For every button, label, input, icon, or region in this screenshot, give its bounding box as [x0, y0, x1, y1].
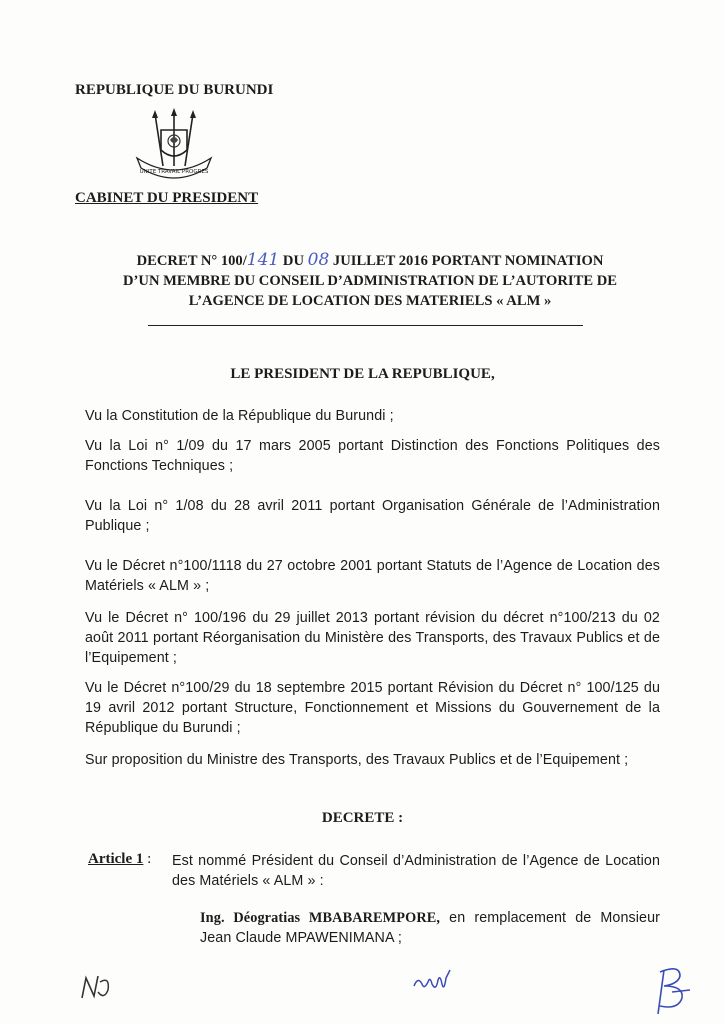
- president-heading: LE PRESIDENT DE LA REPUBLIQUE,: [230, 366, 495, 382]
- article-1-appointee: [200, 908, 660, 948]
- cabinet-heading: CABINET DU PRESIDENT: [75, 190, 259, 206]
- article-1-text: Est nommé Président du Conseil d’Administration de l’Agence de Location des Matériels « ALM » :: [172, 853, 660, 889]
- consideration-3: Vu la Loi n° 1/08 du 28 avril 2011 portant Organisation Générale de l’Administration Publique ;: [85, 498, 660, 534]
- decree-day-handwritten: 08: [307, 250, 330, 270]
- decree-title-line-1: [70, 250, 670, 271]
- appointee-name: Ing. Déogratias MBABAREMPORE,: [200, 910, 441, 926]
- consideration-1: Vu la Constitution de la République du Burundi ;: [85, 408, 394, 424]
- consideration-7: Sur proposition du Ministre des Transports, des Travaux Publics et de l’Equipement ;: [85, 752, 629, 768]
- initials-center-signature: [410, 966, 454, 996]
- decree-date-rest: JUILLET 2016 PORTANT NOMINATION: [329, 253, 604, 269]
- article-1-label-wrap: [88, 851, 151, 868]
- article-1-colon: :: [143, 851, 152, 867]
- decree-du: DU: [279, 253, 308, 269]
- decree-number-handwritten: 141: [246, 250, 280, 270]
- emblem-motto: UNITE TRAVAIL PROGRES: [139, 169, 209, 175]
- title-divider: [148, 325, 583, 326]
- appointee-replacement: en remplacement de Monsieur Jean Claude MPAWENIMANA ;: [200, 910, 660, 946]
- consideration-4: Vu le Décret n°100/1118 du 27 octobre 2001 portant Statuts de l’Agence de Location des Matériels « ALM » ;: [85, 558, 660, 594]
- consideration-5: Vu le Décret n° 100/196 du 29 juillet 2013 portant révision du décret n°100/213 du 02 août 2011 portant Réorganisation du Ministère des Transports, des Travaux Publics et de l’Equipement ;: [85, 610, 660, 666]
- consideration-6: Vu le Décret n°100/29 du 18 septembre 2015 portant Révision du Décret n° 100/125 du 19 avril 2012 portant Structure, Fonctionnement et Missions du Gouvernement de la République du Burundi ;: [85, 680, 660, 736]
- initials-right-signature: [650, 962, 694, 1018]
- article-1-label: Article 1: [88, 851, 144, 867]
- decree-number-prefix: DECRET N° 100/: [136, 253, 247, 269]
- decree-title-line-2: D’UN MEMBRE DU CONSEIL D’ADMINISTRATION DE L’AUTORITE DE: [123, 273, 617, 289]
- decrete-heading: DECRETE :: [321, 810, 404, 826]
- decree-title-line-3: L’AGENCE DE LOCATION DES MATERIELS « ALM »: [188, 293, 552, 309]
- burundi-coat-of-arms-icon: [133, 108, 215, 188]
- decree-title: [70, 250, 670, 311]
- initials-left-signature: [78, 968, 118, 1006]
- consideration-2: Vu la Loi n° 1/09 du 17 mars 2005 portant Distinction des Fonctions Politiques des Fonctions Techniques ;: [85, 438, 660, 474]
- republic-heading: REPUBLIQUE DU BURUNDI: [75, 82, 274, 98]
